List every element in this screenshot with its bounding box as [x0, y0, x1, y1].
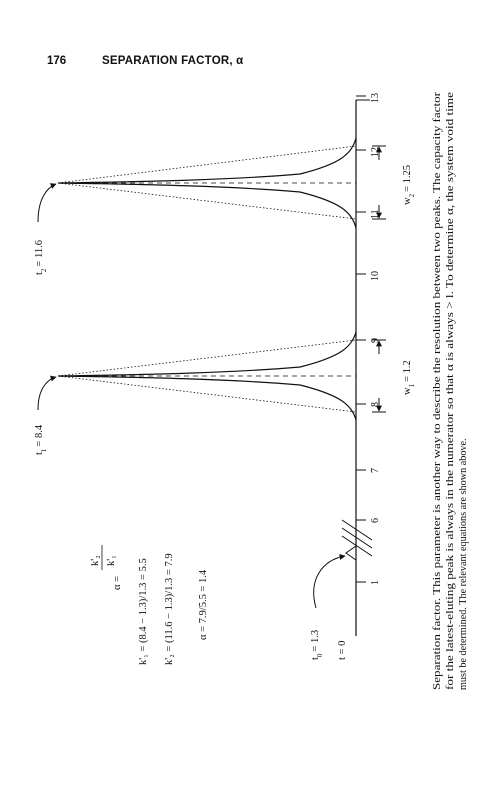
caption-line-2: for the latest-eluting peak is always in the numerator so that α is always > l. To determine α, the system void time — [445, 228, 456, 690]
void-peak — [346, 546, 356, 560]
caption-line-1: Separation factor. This parameter is another way to describe the resolution between two peaks. The capacity factor — [432, 223, 443, 690]
tick-label-7: 7 — [370, 468, 381, 473]
tick-label-9: 9 — [370, 338, 381, 343]
width-bracket-1 — [372, 340, 386, 412]
t1-arrow — [38, 377, 56, 410]
caption-line-3: must be determined. The relevant equations are shown above. — [458, 438, 469, 690]
t1-label: $t_1= 8.4$ — [34, 424, 48, 455]
t0-arrow — [314, 556, 345, 608]
t0-label: $t_0= 1.3$ — [310, 629, 324, 660]
page-title: SEPARATION FACTOR, α — [102, 55, 244, 67]
axis-break — [342, 520, 372, 556]
origin-label: t = 0 — [337, 640, 348, 660]
tick-label-8: 8 — [370, 402, 381, 407]
equation-alpha: α = 7.9/5.5 = 1.4 — [198, 569, 209, 640]
tick-label-1: 1 — [370, 580, 381, 585]
tick-label-6: 6 — [370, 518, 381, 523]
t2-arrow — [38, 184, 56, 222]
page-number: 176 — [47, 55, 67, 67]
tick-label-13: 13 — [370, 93, 381, 103]
equation-k1: k'₁ = (8.4 − 1.3)/1.3 = 5.5 — [138, 558, 149, 665]
alpha-definition-numerator: k'₂ — [90, 555, 101, 566]
t2-label: $t_2= 11.6$ — [34, 240, 48, 275]
w1-label: $w_1= 1.2$ — [402, 360, 416, 395]
equation-k2: k'₂ = (11.6 − 1.3)/1.3 = 7.9 — [164, 553, 175, 665]
w2-label: $w_2= 1.25$ — [402, 164, 416, 205]
tick-label-10: 10 — [370, 271, 381, 281]
tick-label-12: 12 — [370, 147, 381, 157]
tick-label-11: 11 — [370, 209, 381, 219]
alpha-definition-denominator: k'₁ — [106, 555, 117, 566]
axis-ticks — [356, 96, 366, 582]
alpha-definition-lhs: α = — [112, 575, 123, 590]
